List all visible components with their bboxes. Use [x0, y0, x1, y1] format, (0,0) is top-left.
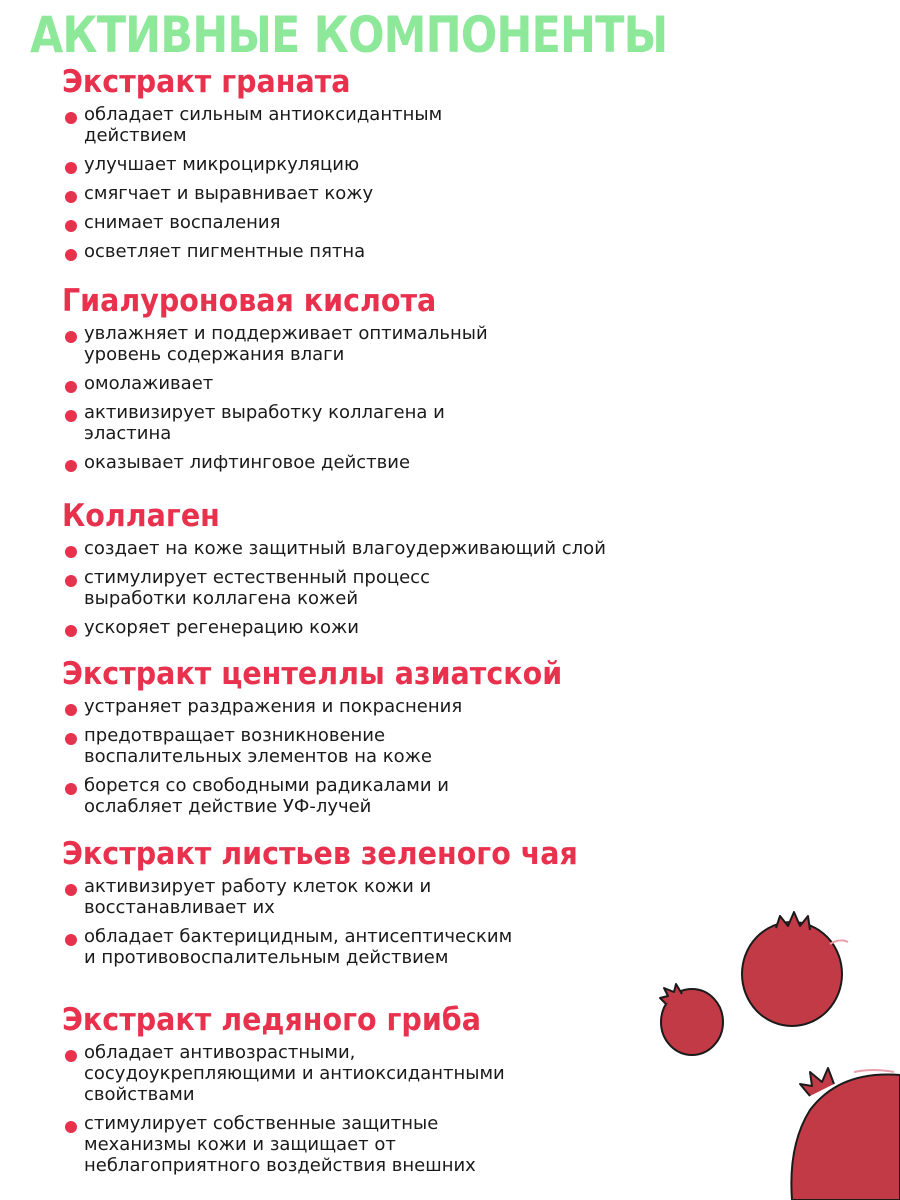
benefit-list	[62, 323, 682, 473]
list-item: активизирует работу клеток кожи и восстанавливает их	[62, 876, 444, 918]
list-item: стимулирует собственные защитные механизмы кожи и защищает от неблагоприятного воздействия внешних	[62, 1113, 504, 1176]
benefit-list	[62, 696, 682, 817]
list-item: снимает воспаления	[62, 212, 682, 233]
page-title: АКТИВНЫЕ КОМПОНЕНТЫ	[30, 6, 668, 64]
section-ice-mushroom-extract	[62, 1002, 682, 1184]
list-item: устраняет раздражения и покраснения	[62, 696, 682, 717]
section-heading: Экстракт граната	[62, 64, 351, 100]
section-pomegranate-extract	[62, 64, 682, 270]
section-heading: Гиалуроновая кислота	[62, 283, 437, 319]
section-hyaluronic-acid	[62, 283, 682, 481]
section-heading: Экстракт ледяного гриба	[62, 1002, 481, 1038]
benefit-list	[62, 876, 682, 968]
list-item: обладает сильным антиоксидантным действием	[62, 104, 484, 146]
list-item: омолаживает	[62, 373, 682, 394]
pomegranate-icon	[791, 1068, 900, 1200]
list-item: стимулирует естественный процесс выработки коллагена кожей	[62, 567, 464, 609]
list-item: ускоряет регенерацию кожи	[62, 617, 682, 638]
list-item: улучшает микроциркуляцию	[62, 154, 682, 175]
list-item: активизирует выработку коллагена и эластина	[62, 402, 464, 444]
list-item: борется со свободными радикалами и ослабляет действие УФ-лучей	[62, 775, 504, 817]
list-item: создает на коже защитный влагоудерживающий слой	[62, 538, 644, 559]
section-centella-extract	[62, 656, 682, 825]
pomegranate-illustration	[640, 900, 900, 1200]
pomegranate-icon	[660, 984, 723, 1055]
benefit-list	[62, 1042, 682, 1176]
benefit-list	[62, 104, 682, 262]
pomegranate-icon	[742, 912, 848, 1026]
list-item: смягчает и выравнивает кожу	[62, 183, 682, 204]
list-item: осветляет пигментные пятна	[62, 241, 682, 262]
list-item: предотвращает возникновение воспалительных элементов на коже	[62, 725, 464, 767]
section-heading: Коллаген	[62, 498, 220, 534]
section-heading: Экстракт листьев зеленого чая	[62, 836, 578, 872]
list-item: обладает антивозрастными, сосудоукрепляющими и антиоксидантными свойствами	[62, 1042, 544, 1105]
list-item: оказывает лифтинговое действие	[62, 452, 682, 473]
list-item: увлажняет и поддерживает оптимальный уровень содержания влаги	[62, 323, 524, 365]
benefit-list	[62, 538, 682, 638]
section-heading: Экстракт центеллы азиатской	[62, 656, 563, 692]
section-green-tea-extract	[62, 836, 682, 976]
section-collagen	[62, 498, 682, 646]
list-item: обладает бактерицидным, антисептическим и противовоспалительным действием	[62, 926, 524, 968]
